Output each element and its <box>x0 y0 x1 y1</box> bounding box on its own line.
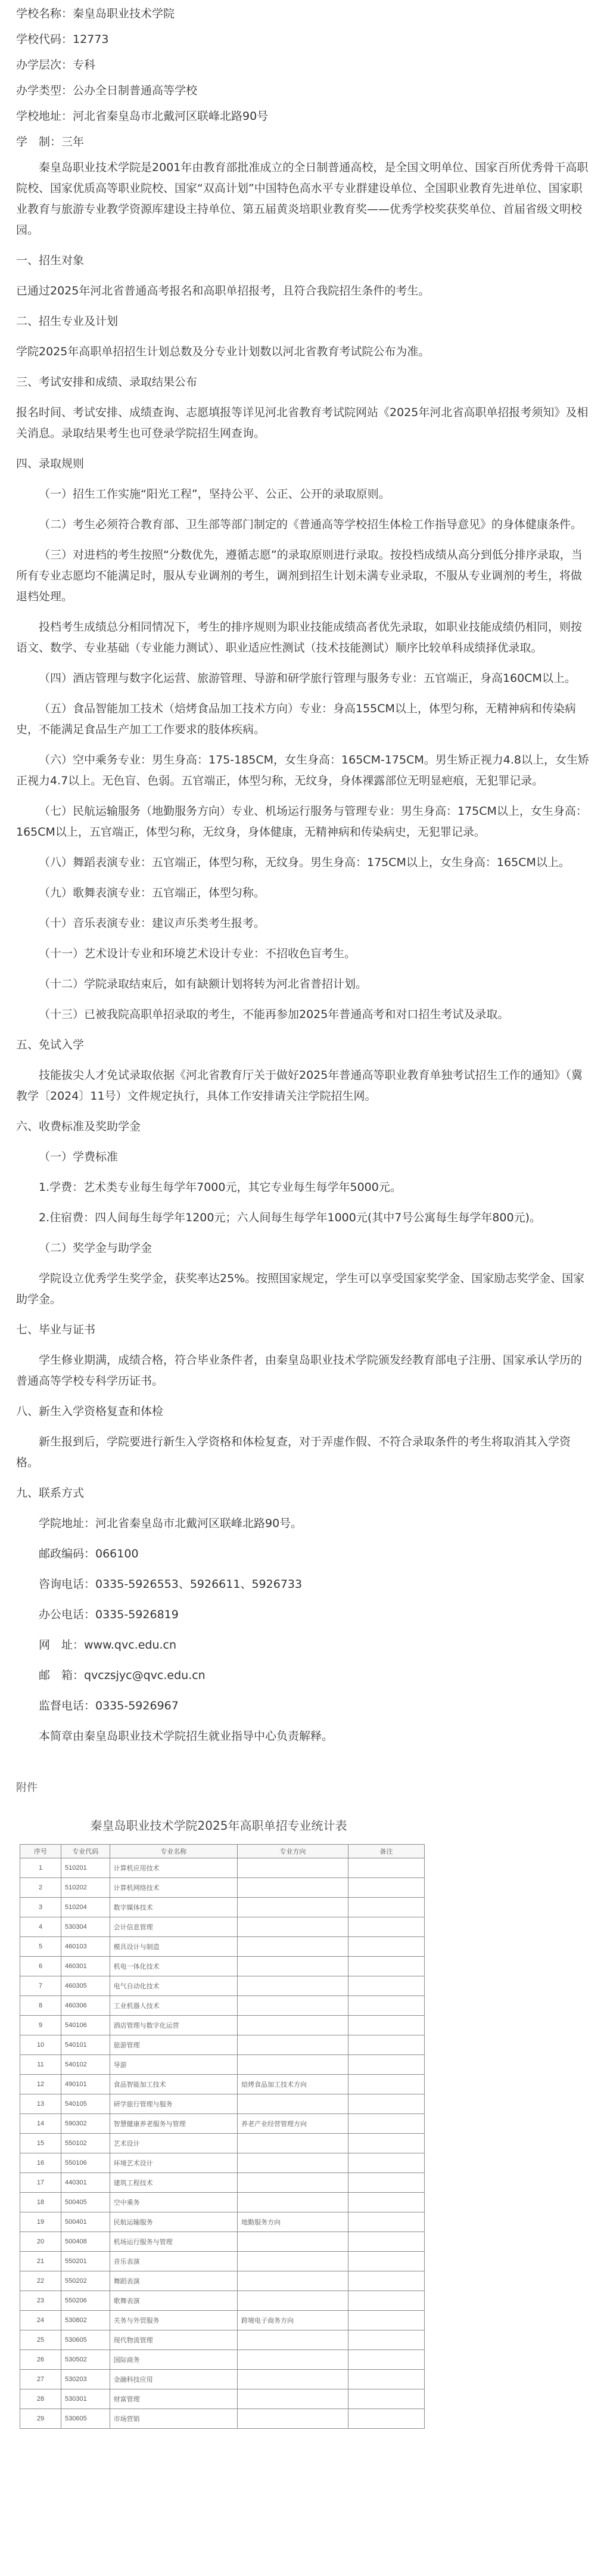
table-cell <box>237 2232 348 2252</box>
table-cell: 焙烤食品加工技术方向 <box>237 2075 348 2094</box>
contact-address: 学院地址：河北省秦皇岛市北戴河区联峰北路90号。 <box>39 1517 303 1530</box>
table-cell: 18 <box>20 2193 61 2212</box>
admission-rule-11: （十一）艺术设计专业和环境艺术设计专业：不招收色盲考生。 <box>39 947 356 960</box>
col-header-direction: 专业方向 <box>237 1845 348 1858</box>
table-cell <box>237 2016 348 2035</box>
table-cell: 1 <box>20 1858 61 1878</box>
table-row <box>20 2134 425 2153</box>
table-cell: 25 <box>20 2330 61 2350</box>
section-7-title: 七、毕业与证书 <box>16 1323 96 1336</box>
table-cell: 540102 <box>61 2055 110 2075</box>
table-row <box>20 1996 425 2016</box>
col-header-remark: 备注 <box>348 1845 424 1858</box>
contact-office-phone: 办公电话：0335-5926819 <box>39 1608 179 1621</box>
table-cell: 16 <box>20 2153 61 2173</box>
table-cell: 490101 <box>61 2075 110 2094</box>
section-5-title: 五、免试入学 <box>16 1038 85 1051</box>
table-cell: 4 <box>20 1917 61 1937</box>
table-cell: 17 <box>20 2173 61 2193</box>
table-cell <box>348 2114 424 2134</box>
tuition-fee: 1.学费：艺术类专业每生每学年7000元，其它专业每生每学年5000元。 <box>39 1181 401 1194</box>
table-cell: 530605 <box>61 2409 110 2429</box>
section-1-body: 已通过2025年河北省普通高考报名和高职单招报考，且符合我院招生条件的考生。 <box>16 284 430 297</box>
table-cell <box>237 2193 348 2212</box>
table-cell <box>237 2389 348 2409</box>
table-cell <box>348 2350 424 2370</box>
table-row <box>20 2193 425 2212</box>
table-cell: 11 <box>20 2055 61 2075</box>
table-row <box>20 2389 425 2409</box>
table-cell: 5 <box>20 1937 61 1957</box>
table-row <box>20 1976 425 1996</box>
table-cell <box>237 2173 348 2193</box>
table-cell: 养老产业经营管理方向 <box>237 2114 348 2134</box>
table-cell: 540101 <box>61 2035 110 2055</box>
table-cell: 音乐表演 <box>110 2252 237 2271</box>
section-8-title: 八、新生入学资格复查和体检 <box>16 1405 164 1418</box>
table-cell <box>348 2094 424 2114</box>
table-cell <box>237 1996 348 2016</box>
table-cell <box>348 1957 424 1976</box>
admission-rule-7: （七）民航运输服务（地勤服务方向）专业、机场运行服务与管理专业：男生身高：175CM以上，女生身高：165CM以上，五官端正，体型匀称，无纹身，身体健康，无精神病和传染病史，无犯罪记录。 <box>16 805 587 839</box>
admission-rule-2: （二）考生必须符合教育部、卫生部等部门制定的《普通高等学校招生体检工作指导意见》的身体健康条件。 <box>39 518 583 531</box>
table-row <box>20 2153 425 2173</box>
section-3-title: 三、考试安排和成绩、录取结果公布 <box>16 375 198 389</box>
table-cell: 机电一体化技术 <box>110 1957 237 1976</box>
table-row <box>20 1937 425 1957</box>
table-cell: 民航运输服务 <box>110 2212 237 2232</box>
section-2-title: 二、招生专业及计划 <box>16 315 119 328</box>
table-cell <box>237 2153 348 2173</box>
table-cell: 建筑工程技术 <box>110 2173 237 2193</box>
table-cell <box>237 1976 348 1996</box>
table-cell <box>348 2252 424 2271</box>
section-1-title: 一、招生对象 <box>16 254 85 267</box>
scholarship-subtitle: （二）奖学金与助学金 <box>39 1242 152 1255</box>
table-cell: 550202 <box>61 2271 110 2291</box>
school-name: 学校名称：秦皇岛职业技术学院 <box>16 7 175 20</box>
table-cell <box>348 2389 424 2409</box>
table-cell: 13 <box>20 2094 61 2114</box>
table-row <box>20 1878 425 1898</box>
table-row <box>20 2232 425 2252</box>
table-cell <box>348 1996 424 2016</box>
scholarship-body: 学院设立优秀学生奖学金，获奖率达25%。按照国家规定，学生可以享受国家奖学金、国家励志奖学金、国家助学金。 <box>16 1272 585 1306</box>
table-cell: 2 <box>20 1878 61 1898</box>
table-cell <box>237 2291 348 2311</box>
table-cell: 500401 <box>61 2212 110 2232</box>
contact-email-link[interactable]: 邮 箱：qvczsjyc@qvc.edu.cn <box>39 1669 206 1682</box>
admission-rule-9: （九）歌舞表演专业：五官端正，体型匀称。 <box>39 886 266 899</box>
table-row <box>20 2212 425 2232</box>
contact-postcode: 邮政编码：066100 <box>39 1547 139 1560</box>
section-6-title: 六、收费标准及奖助学金 <box>16 1120 141 1133</box>
majors-table-header-row <box>20 1845 425 1858</box>
school-level: 办学层次：专科 <box>16 58 96 72</box>
section-9-title: 九、联系方式 <box>16 1486 85 1500</box>
table-cell <box>237 1937 348 1957</box>
intro-paragraph: 秦皇岛职业技术学院是2001年由教育部批准成立的全日制普通高校，是全国文明单位、国家百所优秀骨干高职院校、国家优质高等职业院校、国家“双高计划”中国特色高水平专业群建设单位、全国职业教育先进单位、国家职业教育与旅游专业教学资源库建设主持单位、第五届黄炎培职业教育奖——优秀学校奖获奖单位、首届省级文明校园。 <box>16 161 589 237</box>
table-cell: 530502 <box>61 2350 110 2370</box>
table-cell: 27 <box>20 2370 61 2389</box>
table-cell: 550201 <box>61 2252 110 2271</box>
school-duration: 学 制：三年 <box>16 135 85 148</box>
table-row <box>20 2409 425 2429</box>
table-cell: 460305 <box>61 1976 110 1996</box>
table-row <box>20 2075 425 2094</box>
school-code: 学校代码：12773 <box>16 33 109 46</box>
table-cell: 数字媒体技术 <box>110 1898 237 1917</box>
table-cell <box>237 1898 348 1917</box>
table-row <box>20 2291 425 2311</box>
table-cell: 艺术设计 <box>110 2134 237 2153</box>
table-cell: 29 <box>20 2409 61 2429</box>
table-cell: 食品智能加工技术 <box>110 2075 237 2094</box>
admission-rule-8: （八）舞蹈表演专业：五官端正，体型匀称，无纹身。男生身高：175CM以上，女生身高：165CM以上。 <box>39 856 570 869</box>
contact-consult-phone: 咨询电话：0335-5926553、5926611、5926733 <box>39 1578 303 1591</box>
col-header-name: 专业名称 <box>110 1845 237 1858</box>
table-row <box>20 2370 425 2389</box>
table-cell: 500405 <box>61 2193 110 2212</box>
school-type: 办学类型：公办全日制普通高等学校 <box>16 84 198 97</box>
table-row <box>20 2311 425 2330</box>
table-cell: 24 <box>20 2311 61 2330</box>
table-cell: 510202 <box>61 1878 110 1898</box>
table-cell: 空中乘务 <box>110 2193 237 2212</box>
table-cell: 导游 <box>110 2055 237 2075</box>
table-cell: 500408 <box>61 2232 110 2252</box>
table-cell: 550102 <box>61 2134 110 2153</box>
table-cell <box>348 2035 424 2055</box>
table-cell: 机场运行服务与管理 <box>110 2232 237 2252</box>
table-cell: 计算机网络技术 <box>110 1878 237 1898</box>
table-cell: 关务与外贸服务 <box>110 2311 237 2330</box>
table-cell <box>237 2330 348 2350</box>
table-cell: 电气自动化技术 <box>110 1976 237 1996</box>
table-cell: 440301 <box>61 2173 110 2193</box>
table-cell: 550106 <box>61 2153 110 2173</box>
table-cell <box>237 1957 348 1976</box>
table-cell: 国际商务 <box>110 2350 237 2370</box>
table-row <box>20 2016 425 2035</box>
table-cell <box>348 2193 424 2212</box>
table-cell <box>348 2016 424 2035</box>
table-cell: 研学旅行管理与服务 <box>110 2094 237 2114</box>
table-cell <box>348 2212 424 2232</box>
majors-table <box>20 1844 425 2429</box>
table-cell <box>348 2075 424 2094</box>
table-cell: 模具设计与制造 <box>110 1937 237 1957</box>
table-cell <box>237 2055 348 2075</box>
table-cell <box>348 1858 424 1878</box>
table-cell: 工业机器人技术 <box>110 1996 237 2016</box>
table-cell: 环境艺术设计 <box>110 2153 237 2173</box>
table-cell: 530605 <box>61 2330 110 2350</box>
table-row <box>20 2350 425 2370</box>
table-cell <box>237 2252 348 2271</box>
table-cell <box>348 2370 424 2389</box>
table-cell: 14 <box>20 2114 61 2134</box>
table-cell: 舞蹈表演 <box>110 2271 237 2291</box>
table-cell: 460306 <box>61 1996 110 2016</box>
admission-rule-4: （四）酒店管理与数字化运营、旅游管理、导游和研学旅行管理与服务专业：五官端正，身高160CM以上。 <box>39 672 576 685</box>
table-cell <box>237 2350 348 2370</box>
table-cell: 跨境电子商务方向 <box>237 2311 348 2330</box>
table-cell <box>348 1898 424 1917</box>
table-cell <box>348 2173 424 2193</box>
annex-label: 附件 <box>16 1782 38 1794</box>
table-cell <box>348 1878 424 1898</box>
admission-rule-12: （十二）学院录取结束后，如有缺额计划将转为河北省普招计划。 <box>39 977 368 991</box>
table-cell <box>348 2232 424 2252</box>
col-header-code: 专业代码 <box>61 1845 110 1858</box>
table-cell: 510204 <box>61 1898 110 1917</box>
table-cell: 旅游管理 <box>110 2035 237 2055</box>
table-cell: 530802 <box>61 2311 110 2330</box>
article <box>16 0 591 2429</box>
table-row <box>20 1858 425 1878</box>
section-3-body: 报名时间、考试安排、成绩查询、志愿填报等详见河北省教育考试院网站《2025年河北省高职单招报考须知》及相关消息。录取结果考生也可登录学院招生网查询。 <box>16 406 589 440</box>
table-cell <box>237 1858 348 1878</box>
table-cell: 22 <box>20 2271 61 2291</box>
table-cell: 15 <box>20 2134 61 2153</box>
table-cell: 歌舞表演 <box>110 2291 237 2311</box>
table-cell: 23 <box>20 2291 61 2311</box>
table-row <box>20 2035 425 2055</box>
table-row <box>20 2252 425 2271</box>
table-cell: 10 <box>20 2035 61 2055</box>
school-basic-info <box>16 0 591 153</box>
admission-rule-3-detail: 投档考生成绩总分相同情况下，考生的排序规则为职业技能成绩高者优先录取，如职业技能成绩仍相同，则按语文、数学、专业基础（专业能力测试）、职业适应性测试（技术技能测试）顺序比较单科成绩择优录取。 <box>16 620 583 654</box>
table-cell: 12 <box>20 2075 61 2094</box>
table-row <box>20 2055 425 2075</box>
accommodation-fee: 2.住宿费：四人间每生每学年1200元；六人间每生每学年1000元(其中7号公寓每生每学年800元)。 <box>39 1211 541 1224</box>
table-cell: 计算机应用技术 <box>110 1858 237 1878</box>
admission-rule-13: （十三）已被我院高职单招录取的考生，不能再参加2025年普通高考和对口招生考试及录取。 <box>39 1008 509 1021</box>
table-row <box>20 2330 425 2350</box>
table-cell <box>348 2153 424 2173</box>
table-cell: 530203 <box>61 2370 110 2389</box>
table-cell <box>348 1976 424 1996</box>
table-cell <box>348 2291 424 2311</box>
table-cell: 8 <box>20 1996 61 2016</box>
table-cell: 财富管理 <box>110 2389 237 2409</box>
school-address: 学校地址：河北省秦皇岛市北戴河区联峰北路90号 <box>16 110 269 123</box>
table-cell: 地勤服务方向 <box>237 2212 348 2232</box>
table-cell <box>237 2094 348 2114</box>
table-cell <box>348 2311 424 2330</box>
footer-note: 本简章由秦皇岛职业技术学院招生就业指导中心负责解释。 <box>39 1730 334 1743</box>
table-cell: 510201 <box>61 1858 110 1878</box>
annex-table-title: 秦皇岛职业技术学院2025年高职单招专业统计表 <box>90 1818 347 1833</box>
table-cell <box>348 2409 424 2429</box>
table-cell <box>348 2330 424 2350</box>
section-4-title: 四、录取规则 <box>16 457 85 470</box>
col-header-index: 序号 <box>20 1845 61 1858</box>
table-cell: 530301 <box>61 2389 110 2409</box>
table-cell: 530304 <box>61 1917 110 1937</box>
table-cell <box>237 1878 348 1898</box>
table-cell: 会计信息管理 <box>110 1917 237 1937</box>
table-cell <box>237 2370 348 2389</box>
table-cell: 市场营销 <box>110 2409 237 2429</box>
table-row <box>20 2094 425 2114</box>
table-cell: 20 <box>20 2232 61 2252</box>
table-cell: 550206 <box>61 2291 110 2311</box>
table-cell <box>237 2271 348 2291</box>
majors-table-body <box>20 1858 425 2429</box>
table-cell <box>348 1937 424 1957</box>
table-cell <box>237 2035 348 2055</box>
table-cell: 460103 <box>61 1937 110 1957</box>
section-5-body: 技能拔尖人才免试录取依据《河北省教育厅关于做好2025年普通高等职业教育单独考试招生工作的通知》（冀教学〔2024〕11号）文件规定执行，具体工作安排请关注学院招生网。 <box>16 1069 583 1103</box>
table-cell <box>237 2409 348 2429</box>
table-cell <box>237 2134 348 2153</box>
table-cell <box>348 1917 424 1937</box>
contact-website-link[interactable]: 网 址：www.qvc.edu.cn <box>39 1638 177 1652</box>
table-row <box>20 2114 425 2134</box>
contact-supervise-phone: 监督电话：0335-5926967 <box>39 1699 179 1712</box>
table-row <box>20 1898 425 1917</box>
table-row <box>20 2173 425 2193</box>
table-cell: 28 <box>20 2389 61 2409</box>
table-cell: 金融科技应用 <box>110 2370 237 2389</box>
table-cell: 19 <box>20 2212 61 2232</box>
table-row <box>20 1957 425 1976</box>
section-2-body: 学院2025年高职单招招生计划总数及分专业计划数以河北省教育考试院公布为准。 <box>16 345 430 358</box>
table-cell: 540106 <box>61 2016 110 2035</box>
table-cell <box>237 1917 348 1937</box>
admission-rule-10: （十）音乐表演专业：建议声乐类考生报考。 <box>39 917 266 930</box>
table-cell: 现代物流管理 <box>110 2330 237 2350</box>
table-cell: 3 <box>20 1898 61 1917</box>
table-row <box>20 2271 425 2291</box>
section-7-body: 学生修业期满，成绩合格，符合毕业条件者，由秦皇岛职业技术学院颁发经教育部电子注册、国家承认学历的普通高等学校专科学历证书。 <box>16 1354 583 1388</box>
table-cell <box>348 2055 424 2075</box>
fee-standard-subtitle: （一）学费标准 <box>39 1150 119 1163</box>
admission-rule-3: （三）对进档的考生按照“分数优先，遵循志愿”的录取原则进行录取。按投档成绩从高分到低分排序录取，当所有专业志愿均不能满足时，服从专业调剂的考生，调剂到招生计划未满专业录取，不服从专业调剂的考生，将做退档处理。 <box>16 548 583 603</box>
table-row <box>20 1917 425 1937</box>
table-cell <box>348 2271 424 2291</box>
admission-rule-1: （一）招生工作实施“阳光工程”，坚持公平、公正、公开的录取原则。 <box>39 488 390 501</box>
table-cell: 590302 <box>61 2114 110 2134</box>
section-8-body: 新生报到后，学院要进行新生入学资格和体检复查，对于弄虚作假、不符合录取条件的考生将取消其入学资格。 <box>16 1435 571 1469</box>
admission-rule-5: （五）食品智能加工技术（焙烤食品加工技术方向）专业：身高155CM以上，体型匀称，无精神病和传染病史，不能满足食品生产加工工作要求的肢体疾病。 <box>16 702 576 736</box>
table-cell: 9 <box>20 2016 61 2035</box>
table-cell <box>348 2134 424 2153</box>
admission-rule-6: （六）空中乘务专业：男生身高：175-185CM，女生身高：165CM-175CM。男生矫正视力4.8以上，女生矫正视力4.7以上。无色盲、色弱。五官端正，体型匀称，无纹身，身体裸露部位无明显疤痕，无犯罪记录。 <box>16 753 589 787</box>
table-cell: 酒店管理与数字化运营 <box>110 2016 237 2035</box>
table-cell: 21 <box>20 2252 61 2271</box>
table-cell: 540105 <box>61 2094 110 2114</box>
table-cell: 智慧健康养老服务与管理 <box>110 2114 237 2134</box>
table-cell: 6 <box>20 1957 61 1976</box>
table-cell: 26 <box>20 2350 61 2370</box>
table-cell: 7 <box>20 1976 61 1996</box>
table-cell: 460301 <box>61 1957 110 1976</box>
